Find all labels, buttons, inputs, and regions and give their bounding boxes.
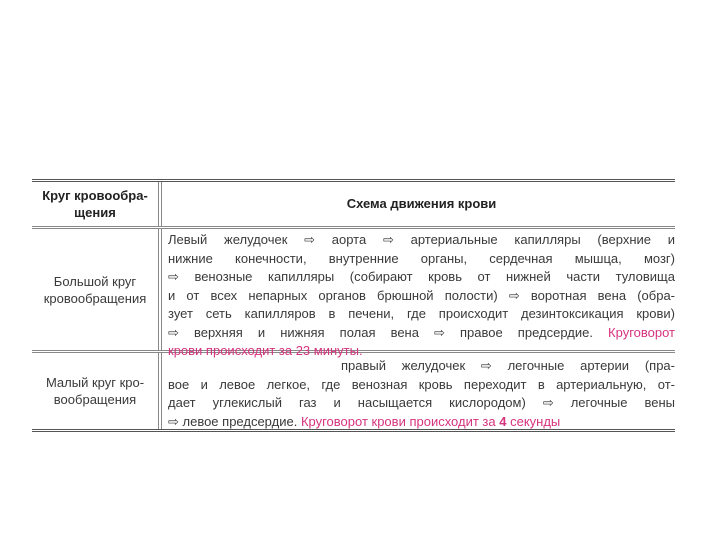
- table-row-systemic: [32, 229, 675, 358]
- duration-note: крови происходит за 23 минуты.: [168, 343, 363, 358]
- duration-note: Круговорот крови происходит за: [300, 413, 496, 429]
- pulmonary-circle-label: [32, 353, 162, 429]
- scheme-line: [168, 413, 675, 432]
- duration-note: Круговорот: [608, 324, 675, 340]
- duration-unit: секунды: [510, 413, 561, 429]
- scheme-text: ⇨ левое предсердие.: [168, 413, 298, 429]
- scheme-line: нижние конечности, внутренние органы, сердечная мышца, мозг): [168, 250, 675, 266]
- table-row-pulmonary: [32, 353, 675, 429]
- scheme-line: [168, 324, 675, 343]
- scheme-line: ⇨ венозные капилляры (собирают кровь от нижней части туловища: [168, 269, 675, 284]
- header-circle-line: щения: [74, 205, 116, 220]
- header-scheme: Схема движения крови: [346, 195, 497, 211]
- pulmonary-scheme: [162, 353, 675, 429]
- systemic-circle-label: [32, 229, 162, 350]
- label-line: Малый круг кро-: [45, 375, 145, 390]
- header-circle: [32, 182, 162, 226]
- table-header-row: [32, 182, 675, 229]
- systemic-scheme: [162, 229, 675, 358]
- duration-value: 4: [499, 413, 507, 429]
- scheme-line: дает углекислый газ и насыщается кислородом) ⇨ легочные вены: [168, 395, 675, 410]
- scheme-line: зует сеть капилляров в печени, где происходит дезинтоксикация крови): [168, 306, 675, 321]
- header-circle-line: Круг кровообра-: [42, 188, 148, 203]
- scheme-line: и от всех непарных органов брюшной полости) ⇨ воротная вена (обра-: [168, 287, 675, 303]
- label-line: Большой круг: [53, 273, 137, 289]
- scheme-text: ⇨ верхняя и нижняя полая вена ⇨ правое предсердие.: [168, 324, 593, 340]
- label-line: вообращения: [53, 392, 137, 407]
- scheme-line: вое и левое легкое, где венозная кровь переходит в артериальную, от-: [168, 376, 675, 392]
- blood-circulation-table: [32, 179, 675, 432]
- scheme-line: Левый желудочек ⇨ аорта ⇨ артериальные капилляры (верхние и: [168, 232, 675, 247]
- label-line: кровообращения: [43, 290, 147, 306]
- scheme-line: правый желудочек ⇨ легочные артерии (пра-: [341, 358, 675, 373]
